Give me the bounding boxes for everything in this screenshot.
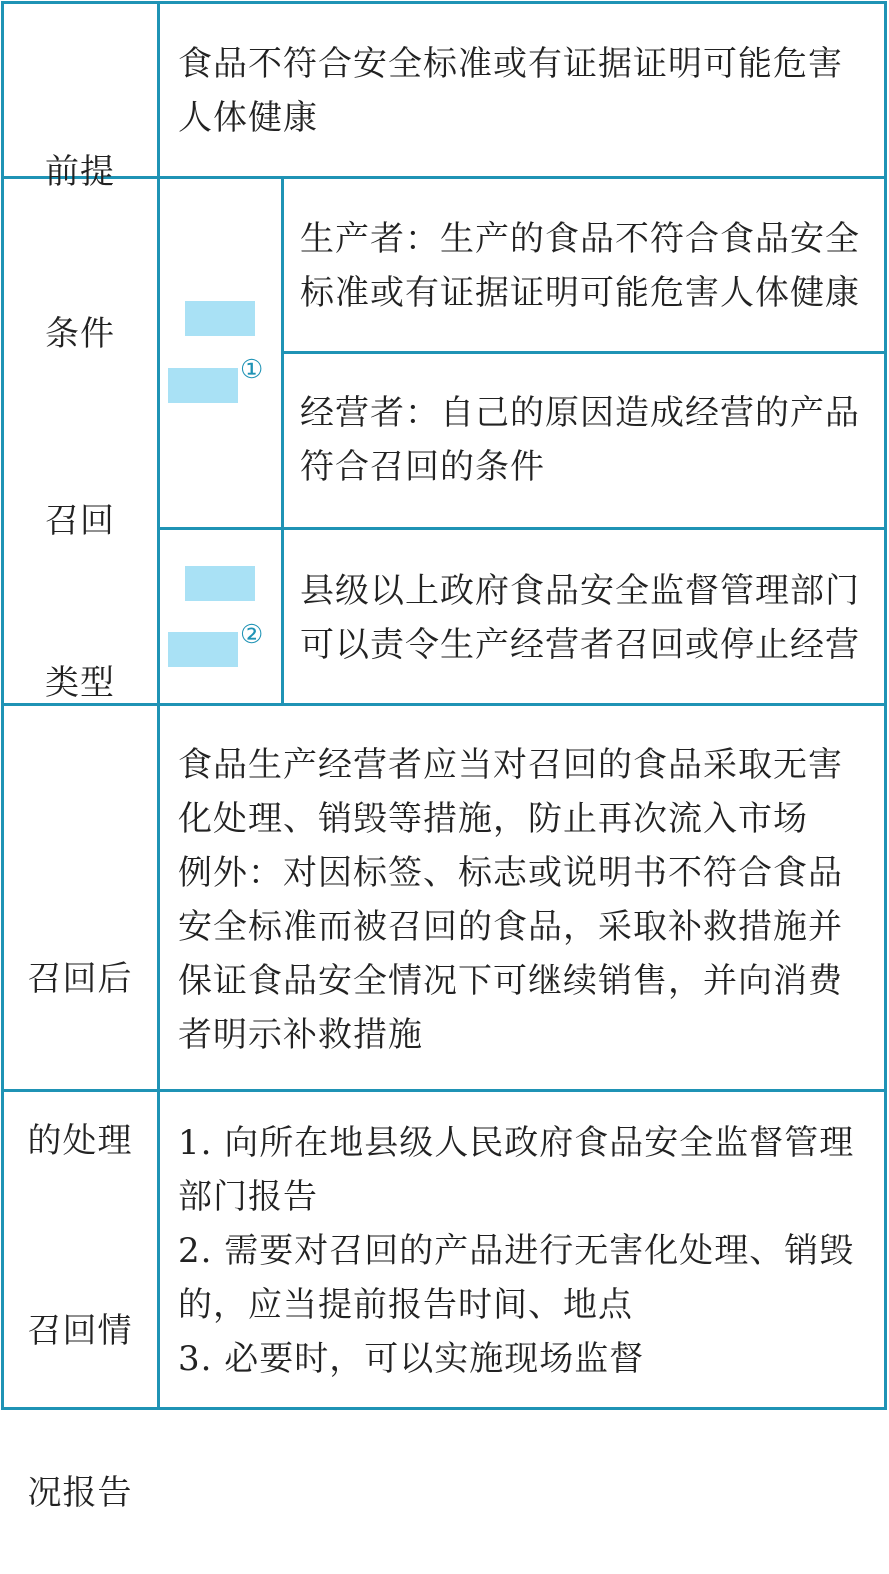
- answer-blank-1a[interactable]: [185, 301, 255, 336]
- subtype-divider: [157, 527, 887, 530]
- premise-content: 食品不符合安全标准或有证据证明可能危害 人体健康: [178, 44, 843, 138]
- post-recall-content: 食品生产经营者应当对召回的食品采取无害 化处理、销毁等措施，防止再次流入市场 例外：对因标签、标志或说明书不符合食品 安全标准而被召回的食品，采取补救措施并 保证食品安全情况下可继续销售，并向消费 者明示补救措施: [178, 745, 843, 1055]
- ordered-recall-content: 县级以上政府食品安全监督管理部门 可以责令生产经营者召回或停止经营: [300, 571, 860, 665]
- row-label-premise: 前提 条件: [45, 152, 115, 354]
- recall-report-content: 1. 向所在地县级人民政府食品安全监督管理 部门报告 2. 需要对召回的产品进行无害化处理、销毁 的，应当提前报告时间、地点 3. 必要时，可以实施现场监督: [178, 1123, 855, 1379]
- blank-marker-1: ①: [240, 355, 264, 385]
- row-label-post-recall: 召回后 的处理: [27, 959, 133, 1161]
- active-recall-operator: 经营者：自己的原因造成经营的产品 符合召回的条件: [300, 393, 860, 487]
- entry-divider: [281, 351, 887, 354]
- answer-blank-1b[interactable]: [168, 368, 238, 403]
- active-recall-producer: 生产者：生产的食品不符合食品安全 标准或有证据证明可能危害人体健康: [300, 219, 860, 313]
- subtype-column-divider: [281, 176, 284, 705]
- answer-blank-2b[interactable]: [168, 632, 238, 667]
- blank-marker-2: ②: [240, 620, 264, 650]
- row-label-recall-report: 召回情 况报告: [27, 1311, 133, 1513]
- row-label-recall-type: 召回 类型: [45, 501, 115, 703]
- answer-blank-2a[interactable]: [185, 566, 255, 601]
